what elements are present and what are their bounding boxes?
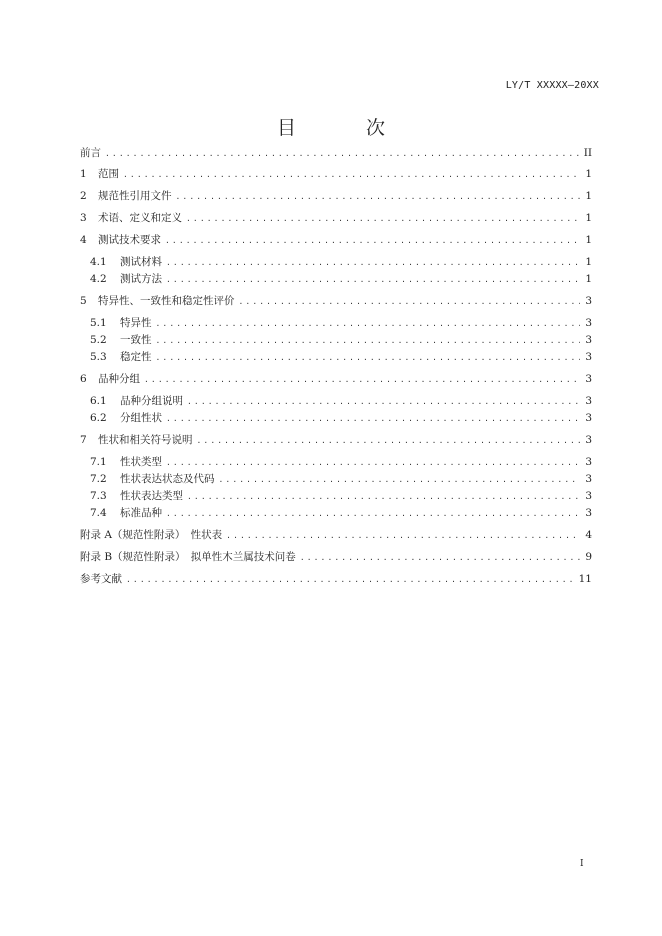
toc-entry-page: 3 [585, 434, 592, 446]
toc-leader-dots [197, 432, 581, 449]
toc-entry-label: 一致性 [120, 334, 152, 346]
toc-entry-label: 参考文献 [80, 573, 122, 585]
toc-entry-number: 4 [80, 234, 87, 246]
toc-leader-dots [166, 454, 580, 471]
toc-entry-label: 分组性状 [120, 412, 162, 424]
document-code: LY/T XXXXX—20XX [505, 80, 599, 91]
toc-leader-dots [105, 145, 580, 162]
toc-entry-6[interactable] [80, 371, 592, 388]
toc-entry-label: 特异性、一致性和稳定性评价 [98, 295, 235, 307]
toc-entry-7-2[interactable] [90, 471, 592, 488]
toc-leader-dots [226, 527, 580, 544]
toc-leader-dots [156, 332, 581, 349]
toc-entry-number: 1 [80, 168, 87, 180]
toc-entry-page: 3 [585, 473, 592, 485]
toc-entry-page: 1 [585, 190, 592, 202]
toc-leader-dots [123, 166, 580, 183]
toc-entry-label: 性状表达状态及代码 [120, 473, 215, 485]
toc-entry-page: 4 [585, 529, 592, 541]
toc-entry-label: 范围 [98, 168, 119, 180]
toc-leader-dots [165, 232, 580, 249]
toc-leader-dots [166, 271, 580, 288]
toc-entry-label: 标准品种 [120, 507, 162, 519]
toc-entry-label: 测试方法 [120, 273, 162, 285]
toc-leader-dots [156, 315, 581, 332]
toc-entry-label: 性状表达类型 [120, 490, 183, 502]
toc-entry-page: 11 [578, 573, 592, 585]
toc-entry-number: 6 [80, 373, 87, 385]
toc-leader-dots [300, 549, 580, 566]
toc-entry-number: 4.2 [90, 273, 107, 285]
toc-entry-number: 7.2 [90, 473, 107, 485]
toc-title: 目 次 [276, 117, 418, 139]
toc-leader-dots [166, 410, 580, 427]
toc-entry-label: 附录 A（规范性附录） 性状表 [80, 529, 223, 541]
toc-entry-4[interactable] [80, 232, 592, 249]
toc-entry-5-3[interactable] [90, 349, 592, 366]
toc-entry-number: 7.4 [90, 507, 107, 519]
toc-entry-6-2[interactable] [90, 410, 592, 427]
toc-entry-7[interactable] [80, 432, 592, 449]
toc-entry-page: II [583, 147, 592, 159]
toc-entry-number: 6.1 [90, 395, 107, 407]
toc-entry-1[interactable] [80, 166, 592, 183]
toc-entry-number: 7.1 [90, 456, 107, 468]
toc-entry-7-4[interactable] [90, 505, 592, 522]
toc-leader-dots [126, 571, 575, 588]
toc-entry-7-1[interactable] [90, 454, 592, 471]
toc-entry-page: 3 [585, 395, 592, 407]
toc-entry-appendix-b[interactable] [80, 549, 592, 566]
toc-entry-page: 1 [585, 234, 592, 246]
toc-entry-page: 1 [585, 212, 592, 224]
toc-leader-dots [187, 488, 580, 505]
toc-entry-6-1[interactable] [90, 393, 592, 410]
toc-entry-5-1[interactable] [90, 315, 592, 332]
toc-entry-5[interactable] [80, 293, 592, 310]
toc-entry-3[interactable] [80, 210, 592, 227]
toc-entry-page: 3 [585, 334, 592, 346]
toc-entry-number: 4.1 [90, 256, 107, 268]
toc-entry-label: 稳定性 [120, 351, 152, 363]
toc-leader-dots [156, 349, 581, 366]
toc-entry-page: 3 [585, 490, 592, 502]
toc-entry-page: 3 [585, 351, 592, 363]
toc-entry-number: 5.3 [90, 351, 107, 363]
toc-entry-label: 前言 [80, 147, 101, 159]
toc-leader-dots [166, 505, 580, 522]
toc-entry-number: 3 [80, 212, 87, 224]
toc-entry-label: 性状类型 [120, 456, 162, 468]
toc-entry-page: 3 [585, 507, 592, 519]
toc-entry-page: 3 [585, 412, 592, 424]
toc-entry-5-2[interactable] [90, 332, 592, 349]
toc-entry-4-2[interactable] [90, 271, 592, 288]
toc-entry-label: 测试技术要求 [98, 234, 161, 246]
toc-entry-7-3[interactable] [90, 488, 592, 505]
toc-entry-page: 9 [585, 551, 592, 563]
toc-leader-dots [176, 188, 581, 205]
toc-leader-dots [187, 393, 580, 410]
toc-entry-label: 品种分组说明 [120, 395, 183, 407]
toc-entry-page: 3 [585, 317, 592, 329]
toc-leader-dots [239, 293, 581, 310]
toc-leader-dots [186, 210, 580, 227]
toc-entry-number: 7 [80, 434, 87, 446]
toc-entry-label: 测试材料 [120, 256, 162, 268]
toc-entry-number: 2 [80, 190, 87, 202]
toc-leader-dots [166, 254, 580, 271]
toc-entry-label: 特异性 [120, 317, 152, 329]
toc-entry-page: 1 [585, 273, 592, 285]
toc-entry-number: 7.3 [90, 490, 107, 502]
toc-entry-appendix-a[interactable] [80, 527, 592, 544]
page-number: I [580, 859, 584, 869]
toc-entry-label: 术语、定义和定义 [98, 212, 182, 224]
toc-entry-4-1[interactable] [90, 254, 592, 271]
toc-entry-label: 性状和相关符号说明 [98, 434, 193, 446]
toc-entry-page: 3 [585, 295, 592, 307]
toc-entry-page: 1 [585, 168, 592, 180]
toc-entry-label: 品种分组 [98, 373, 140, 385]
toc-leader-dots [219, 471, 581, 488]
toc-leader-dots [144, 371, 580, 388]
toc-entry-label: 附录 B（规范性附录） 拟单性木兰属技术问卷 [80, 551, 296, 563]
toc-entry-label: 规范性引用文件 [98, 190, 172, 202]
toc-entry-references[interactable] [80, 571, 592, 588]
toc-entry-page: 3 [585, 373, 592, 385]
toc-entry-foreword[interactable] [80, 145, 592, 162]
toc-entry-page: 3 [585, 456, 592, 468]
toc-entry-number: 5.1 [90, 317, 107, 329]
toc-entry-2[interactable] [80, 188, 592, 205]
toc-entry-number: 6.2 [90, 412, 107, 424]
toc-entry-number: 5.2 [90, 334, 107, 346]
toc-entry-page: 1 [585, 256, 592, 268]
toc-entry-number: 5 [80, 295, 87, 307]
